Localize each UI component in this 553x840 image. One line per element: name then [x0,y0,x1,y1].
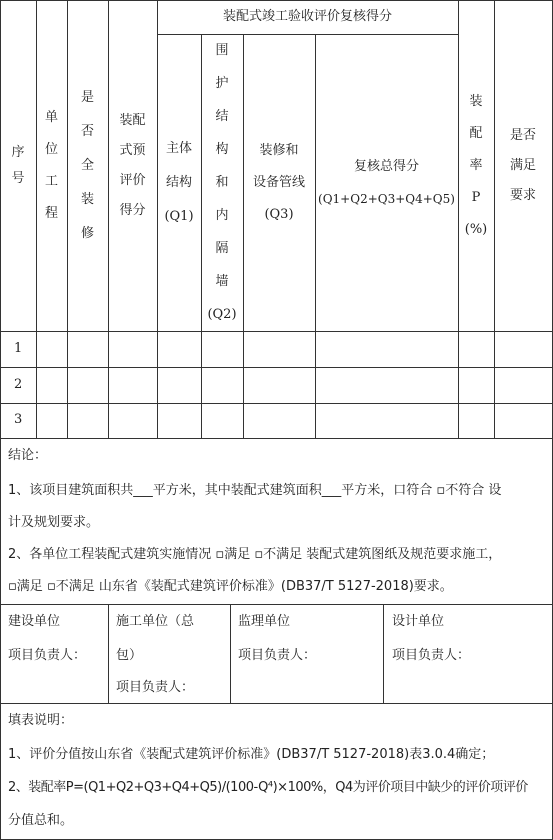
sig-divider [108,604,109,703]
row-number: 1 [14,341,23,356]
col-header-q3: 装修和 设备管线 (Q3) [252,142,305,222]
notes-item-2: 2、装配率P=(Q1+Q2+Q3+Q4+Q5)/(100-Q⁴)×100%，Q4为评价项目中缺少的评价项评价 [8,780,528,795]
conclusion-bottom-line [0,604,553,605]
col-header-q1: 主体 结构 (Q1) [164,140,194,224]
col-header-q2: 围 护 结 构 和 内 隔 墙 (Q2) [207,43,237,322]
row-divider [0,367,553,368]
conclusion-heading: 结论： [8,448,48,463]
header-bottom-line [0,331,553,332]
conclusion-item-1: 1、该项目建筑面积共___平方米，其中装配式建筑面积___平方米，口符合 ▫不符合 设 [8,483,502,498]
sig-supervision-unit: 监理单位 [238,614,291,629]
col-header-pre-score: 装配 式预 评价 得分 [119,112,146,218]
col-header-meets: 是否 满足 要求 [509,127,536,203]
sig-contractor-leader: 项目负责人： [116,680,195,695]
conclusion-item-2-cont: ▫满足 ▫不满足 山东省《装配式建筑评价标准》(DB37/T 5127-2018)要求。 [8,579,453,594]
sig-divider [230,604,231,703]
notes-item-1: 1、评价分值按山东省《装配式建筑评价标准》(DB37/T 5127-2018)表3.0.4确定； [8,747,495,762]
col-header-full-decoration: 是 否 全 装 修 [80,89,94,241]
sig-divider [383,604,384,703]
sig-construction-unit: 建设单位 [8,614,61,629]
table-bottom-line [0,438,553,439]
sig-construction-leader: 项目负责人： [8,648,87,663]
row-divider [0,403,553,404]
notes-item-2-cont: 分值总和。 [8,813,74,828]
col-header-seq: 序 号 [11,144,25,186]
conclusion-item-2: 2、各单位工程装配式建筑实施情况 ▫满足 ▫不满足 装配式建筑图纸及规范要求施工， [8,547,502,562]
col-header-total: 复核总得分 (Q1+Q2+Q3+Q4+Q5) [318,158,455,206]
sig-contractor-unit: 施工单位（总 [116,614,195,629]
col-header-rate: 装 配 率 P (%) [464,93,488,237]
sig-supervision-leader: 项目负责人： [238,648,317,663]
col-header-unit: 单 位 工 程 [44,109,58,221]
row-number: 3 [14,412,23,427]
conclusion-item-1-cont: 计及规划要求。 [8,515,100,530]
sig-design-leader: 项目负责人： [392,648,471,663]
sig-contractor-unit-cont: 包） [116,648,143,663]
signature-bottom-line [0,703,553,704]
row-number: 2 [14,377,23,392]
sig-design-unit: 设计单位 [392,614,445,629]
group-header-title: 装配式竣工验收评价复核得分 [222,9,392,24]
notes-heading: 填表说明： [8,713,74,728]
